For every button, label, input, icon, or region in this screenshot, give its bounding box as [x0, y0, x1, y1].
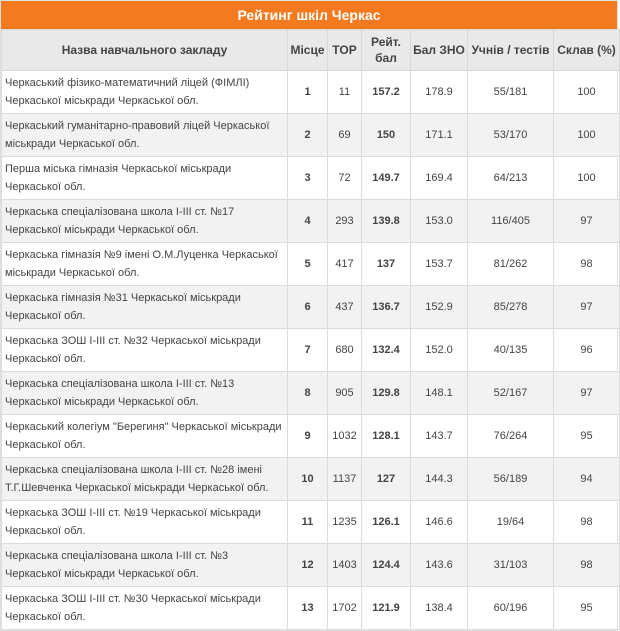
cell-rating: 126.1	[362, 501, 411, 544]
cell-students-tests: 31/103	[468, 544, 554, 587]
cell-passed: 98	[554, 544, 620, 587]
table-row	[2, 243, 620, 286]
cell-school-name: Черкаський колегіум "Берегиня" Черкаської міськради Черкаської обл.	[2, 415, 288, 458]
cell-school-name: Черкаська ЗОШ I-III ст. №32 Черкаської міськради Черкаської обл.	[2, 329, 288, 372]
cell-passed: 100	[554, 114, 620, 157]
cell-school-name: Черкаський гуманітарно-правовий ліцей Черкаської міськради Черкаської обл.	[2, 114, 288, 157]
cell-rating: 150	[362, 114, 411, 157]
cell-place: 11	[288, 501, 328, 544]
cell-top: 1032	[328, 415, 362, 458]
cell-rating: 121.9	[362, 587, 411, 630]
cell-passed: 96	[554, 329, 620, 372]
cell-top: 11	[328, 71, 362, 114]
cell-zno: 152.0	[411, 329, 468, 372]
cell-place: 10	[288, 458, 328, 501]
cell-place: 12	[288, 544, 328, 587]
header-place[interactable]: Місце	[288, 30, 328, 71]
cell-school-name: Черкаська гімназія №9 імені О.М.Луценка Черкаської міськради Черкаської обл.	[2, 243, 288, 286]
cell-top: 69	[328, 114, 362, 157]
cell-top: 905	[328, 372, 362, 415]
cell-school-name: Черкаська спеціалізована школа I-III ст. №3 Черкаської міськради Черкаської обл.	[2, 544, 288, 587]
cell-students-tests: 19/64	[468, 501, 554, 544]
table-title: Рейтинг шкіл Черкас	[1, 1, 617, 29]
table-row	[2, 415, 620, 458]
cell-top: 680	[328, 329, 362, 372]
cell-zno: 146.6	[411, 501, 468, 544]
cell-students-tests: 81/262	[468, 243, 554, 286]
cell-place: 7	[288, 329, 328, 372]
cell-school-name: Черкаська ЗОШ I-III ст. №30 Черкаської міськради Черкаської обл.	[2, 587, 288, 630]
cell-rating: 157.2	[362, 71, 411, 114]
cell-students-tests: 76/264	[468, 415, 554, 458]
cell-rating: 124.4	[362, 544, 411, 587]
table-row	[2, 71, 620, 114]
cell-place: 9	[288, 415, 328, 458]
cell-top: 437	[328, 286, 362, 329]
cell-students-tests: 60/196	[468, 587, 554, 630]
header-row	[2, 30, 620, 71]
cell-zno: 138.4	[411, 587, 468, 630]
cell-rating: 137	[362, 243, 411, 286]
cell-passed: 97	[554, 200, 620, 243]
cell-passed: 97	[554, 286, 620, 329]
cell-place: 3	[288, 157, 328, 200]
table-row	[2, 114, 620, 157]
cell-passed: 95	[554, 415, 620, 458]
table-row	[2, 329, 620, 372]
rating-table	[1, 29, 620, 630]
cell-passed: 94	[554, 458, 620, 501]
cell-students-tests: 116/405	[468, 200, 554, 243]
cell-zno: 169.4	[411, 157, 468, 200]
cell-top: 1235	[328, 501, 362, 544]
cell-zno: 144.3	[411, 458, 468, 501]
cell-zno: 178.9	[411, 71, 468, 114]
cell-rating: 139.8	[362, 200, 411, 243]
cell-zno: 153.0	[411, 200, 468, 243]
cell-passed: 95	[554, 587, 620, 630]
cell-students-tests: 55/181	[468, 71, 554, 114]
cell-place: 13	[288, 587, 328, 630]
cell-students-tests: 40/135	[468, 329, 554, 372]
cell-rating: 128.1	[362, 415, 411, 458]
cell-place: 5	[288, 243, 328, 286]
cell-rating: 149.7	[362, 157, 411, 200]
cell-place: 8	[288, 372, 328, 415]
cell-school-name: Черкаська спеціалізована школа I-III ст. №13 Черкаської міськради Черкаської обл.	[2, 372, 288, 415]
table-row	[2, 458, 620, 501]
table-row	[2, 286, 620, 329]
cell-students-tests: 85/278	[468, 286, 554, 329]
cell-top: 1702	[328, 587, 362, 630]
cell-place: 1	[288, 71, 328, 114]
cell-zno: 153.7	[411, 243, 468, 286]
table-row	[2, 544, 620, 587]
cell-school-name: Черкаська спеціалізована школа I-III ст. №28 імені Т.Г.Шевченка Черкаської міськради Черкаської обл.	[2, 458, 288, 501]
cell-rating: 129.8	[362, 372, 411, 415]
cell-school-name: Черкаська ЗОШ I-III ст. №19 Черкаської міськради Черкаської обл.	[2, 501, 288, 544]
cell-zno: 148.1	[411, 372, 468, 415]
cell-zno: 171.1	[411, 114, 468, 157]
cell-rating: 136.7	[362, 286, 411, 329]
table-row	[2, 372, 620, 415]
header-students-tests[interactable]: Учнів / тестів	[468, 30, 554, 71]
cell-place: 2	[288, 114, 328, 157]
cell-school-name: Перша міська гімназія Черкаської міськради Черкаської обл.	[2, 157, 288, 200]
cell-top: 417	[328, 243, 362, 286]
cell-passed: 98	[554, 243, 620, 286]
cell-passed: 98	[554, 501, 620, 544]
cell-place: 4	[288, 200, 328, 243]
table-row	[2, 157, 620, 200]
cell-passed: 100	[554, 157, 620, 200]
cell-students-tests: 64/213	[468, 157, 554, 200]
table-row	[2, 200, 620, 243]
cell-school-name: Черкаська спеціалізована школа I-III ст. №17 Черкаської міськради Черкаської обл.	[2, 200, 288, 243]
cell-top: 293	[328, 200, 362, 243]
header-zno[interactable]: Бал ЗНО	[411, 30, 468, 71]
cell-students-tests: 52/167	[468, 372, 554, 415]
table-row	[2, 587, 620, 630]
cell-students-tests: 53/170	[468, 114, 554, 157]
cell-top: 1137	[328, 458, 362, 501]
table-row	[2, 501, 620, 544]
cell-top: 72	[328, 157, 362, 200]
cell-school-name: Черкаський фізико-математичний ліцей (ФІМЛІ) Черкаської міськради Черкаської обл.	[2, 71, 288, 114]
cell-zno: 143.7	[411, 415, 468, 458]
cell-passed: 100	[554, 71, 620, 114]
cell-school-name: Черкаська гімназія №31 Черкаської міськради Черкаської обл.	[2, 286, 288, 329]
header-passed[interactable]: Склав (%)	[554, 30, 620, 71]
cell-rating: 132.4	[362, 329, 411, 372]
cell-zno: 152.9	[411, 286, 468, 329]
header-school-name[interactable]: Назва навчального закладу	[2, 30, 288, 71]
header-rating[interactable]: Рейт. бал	[362, 30, 411, 71]
cell-passed: 97	[554, 372, 620, 415]
header-top[interactable]: TOP	[328, 30, 362, 71]
cell-place: 6	[288, 286, 328, 329]
table-body	[2, 71, 620, 630]
cell-students-tests: 56/189	[468, 458, 554, 501]
cell-top: 1403	[328, 544, 362, 587]
cell-zno: 143.6	[411, 544, 468, 587]
cell-rating: 127	[362, 458, 411, 501]
